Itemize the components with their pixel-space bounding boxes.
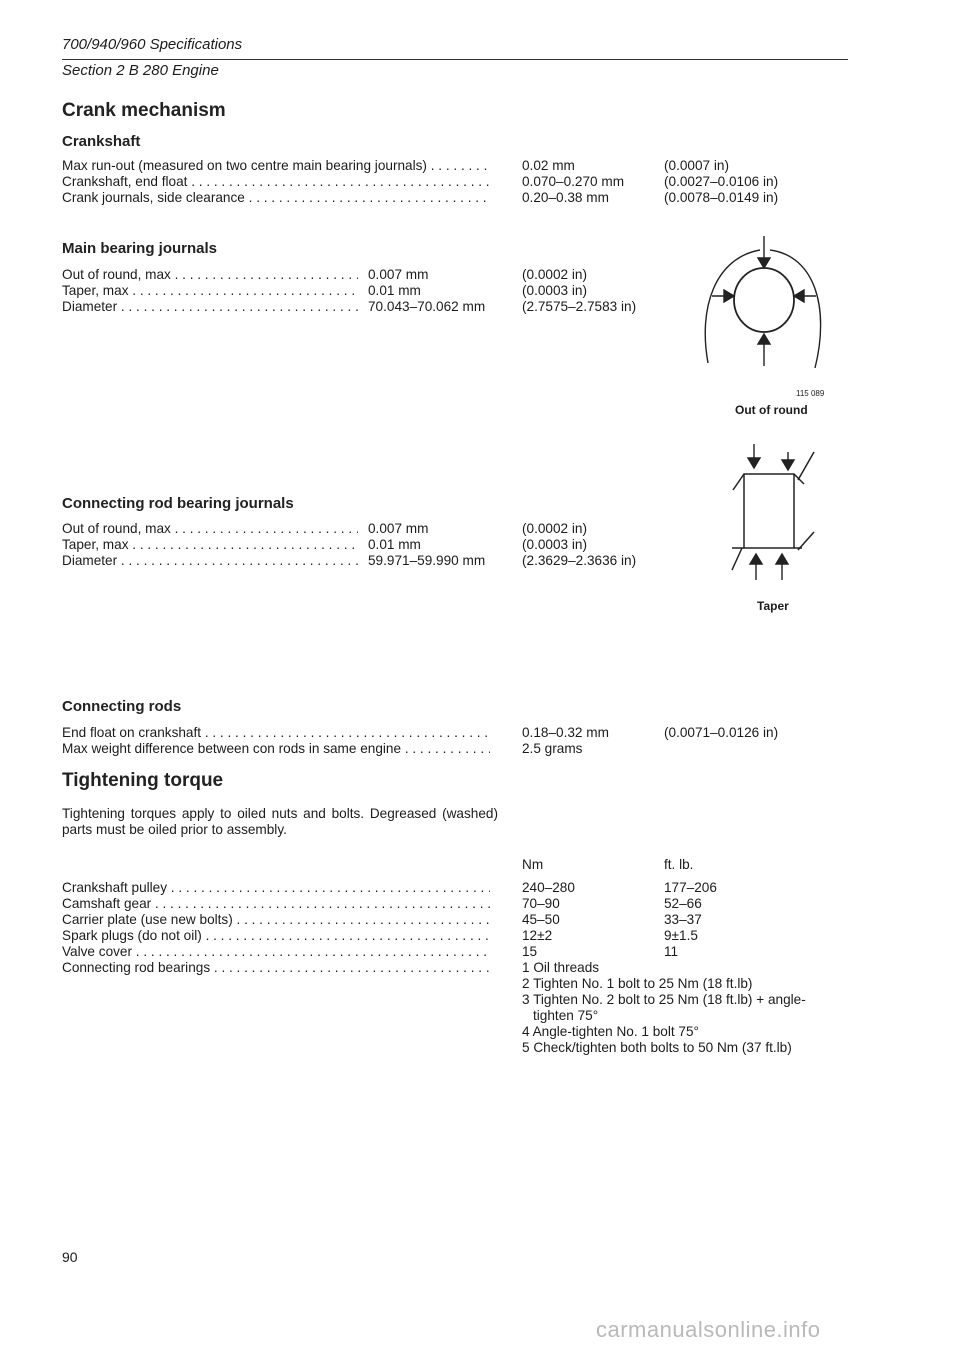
arrows-icon bbox=[712, 236, 816, 366]
out-of-round-figure bbox=[690, 228, 840, 383]
step-item: 3 Tighten No. 2 bolt to 25 Nm (18 ft.lb) + angle- bbox=[522, 992, 806, 1007]
table-row bbox=[62, 928, 490, 944]
crank-mechanism-heading: Crank mechanism bbox=[62, 100, 226, 121]
crankshaft-heading: Crankshaft bbox=[62, 133, 141, 150]
torque-nm: 70–90 bbox=[522, 896, 560, 911]
table-row bbox=[62, 299, 358, 315]
torque-intro: Tightening torques apply to oiled nuts and bolts. Degreased (washed) parts must be oiled prior to assembly. bbox=[62, 806, 498, 837]
spec-label: Out of round, max . . . bbox=[62, 521, 358, 537]
spec-label: Diameter . . . bbox=[62, 553, 358, 569]
watermark: carmanualsonline.info bbox=[596, 1317, 821, 1342]
table-row bbox=[62, 944, 490, 960]
table-row bbox=[62, 741, 490, 757]
step-item: 2 Tighten No. 1 bolt to 25 Nm (18 ft.lb) bbox=[522, 976, 753, 991]
spec-mm: 0.070–0.270 mm bbox=[522, 174, 625, 189]
section-title: Section 2 B 280 Engine bbox=[62, 62, 219, 79]
journal-ellipse bbox=[734, 268, 794, 332]
figure-caption-taper: Taper bbox=[757, 599, 789, 613]
torque-label: Spark plugs (do not oil) . . . bbox=[62, 928, 490, 944]
spec-mm: 0.01 mm bbox=[368, 537, 421, 552]
spec-inch: (0.0027–0.0106 in) bbox=[664, 174, 779, 189]
torque-label: Carrier plate (use new bolts) . . . bbox=[62, 912, 490, 928]
spec-label: End float on crankshaft . . . bbox=[62, 725, 490, 741]
torque-heading: Tightening torque bbox=[62, 770, 224, 791]
spec-label: Max run-out (measured on two centre main bearing journals) . . . bbox=[62, 158, 490, 174]
spec-label: Max weight difference between con rods in same engine . . . bbox=[62, 741, 490, 757]
spec-mm: 0.01 mm bbox=[368, 283, 421, 298]
torque-ftlb: 9±1.5 bbox=[664, 928, 698, 943]
table-row bbox=[62, 553, 358, 569]
step-item: 1 Oil threads bbox=[522, 960, 600, 975]
spec-inch: (0.0071–0.0126 in) bbox=[664, 725, 779, 740]
conrod-journals-heading: Connecting rod bearing journals bbox=[62, 495, 294, 512]
torque-label: Crankshaft pulley . . . bbox=[62, 880, 490, 896]
header-rule bbox=[62, 59, 848, 60]
spec-label: Crank journals, side clearance . . . bbox=[62, 190, 490, 206]
step-item: 5 Check/tighten both bolts to 50 Nm (37 ft.lb) bbox=[522, 1040, 792, 1055]
torque-nm: 12±2 bbox=[522, 928, 553, 943]
torque-nm: 240–280 bbox=[522, 880, 575, 895]
table-row bbox=[62, 537, 358, 553]
page-number: 90 bbox=[62, 1249, 78, 1265]
table-row bbox=[62, 896, 490, 912]
spec-mm: 70.043–70.062 mm bbox=[368, 299, 486, 314]
table-row bbox=[62, 521, 358, 537]
conrods-heading: Connecting rods bbox=[62, 698, 182, 715]
spec-inch: (0.0002 in) bbox=[522, 267, 587, 282]
step-item: 4 Angle-tighten No. 1 bolt 75° bbox=[522, 1024, 699, 1039]
arc-right bbox=[770, 250, 821, 368]
spec-mm: 59.971–59.990 mm bbox=[368, 553, 486, 568]
torque-ftlb: 11 bbox=[664, 944, 679, 959]
table-row bbox=[62, 267, 358, 283]
table-row bbox=[62, 880, 490, 896]
spec-inch: (0.0078–0.0149 in) bbox=[664, 190, 779, 205]
spec-mm: 0.007 mm bbox=[368, 267, 429, 282]
table-row bbox=[62, 725, 490, 741]
spec-inch: (2.3629–2.3636 in) bbox=[522, 553, 637, 568]
figure-caption-out-of-round: Out of round bbox=[735, 403, 808, 417]
spec-inch: (0.0003 in) bbox=[522, 537, 587, 552]
table-row bbox=[62, 912, 490, 928]
spec-inch: (0.0007 in) bbox=[664, 158, 729, 173]
table-row bbox=[62, 158, 490, 174]
spec-inch: (2.7575–2.7583 in) bbox=[522, 299, 637, 314]
torque-label: Camshaft gear . . . bbox=[62, 896, 490, 912]
arc-left bbox=[705, 250, 760, 363]
torque-nm: 15 bbox=[522, 944, 538, 959]
column-header-ftlb: ft. lb. bbox=[664, 857, 694, 872]
spec-inch: (0.0003 in) bbox=[522, 283, 587, 298]
torque-ftlb: 177–206 bbox=[664, 880, 717, 895]
torque-label: Connecting rod bearings . . . bbox=[62, 960, 490, 976]
spec-label: Out of round, max . . . bbox=[62, 267, 358, 283]
spec-label: Taper, max . . . bbox=[62, 283, 358, 299]
torque-nm: 45–50 bbox=[522, 912, 560, 927]
taper-arrows-icon bbox=[748, 444, 794, 580]
spec-mm: 0.007 mm bbox=[368, 521, 429, 536]
torque-label: Valve cover . . . bbox=[62, 944, 490, 960]
spec-label: Crankshaft, end float . . . bbox=[62, 174, 490, 190]
spec-mm: 0.20–0.38 mm bbox=[522, 190, 609, 205]
table-row bbox=[62, 174, 490, 190]
document-title: 700/940/960 Specifications bbox=[62, 36, 243, 53]
table-row bbox=[62, 960, 490, 976]
table-row bbox=[62, 283, 358, 299]
spec-mm: 0.02 mm bbox=[522, 158, 575, 173]
spec-mm: 2.5 grams bbox=[522, 741, 583, 756]
figure-code: 115 089 bbox=[796, 389, 825, 398]
torque-ftlb: 33–37 bbox=[664, 912, 702, 927]
main-bearing-heading: Main bearing journals bbox=[62, 240, 218, 257]
spec-label: Diameter . . . bbox=[62, 299, 358, 315]
step-item-continued: tighten 75° bbox=[533, 1008, 599, 1023]
spec-label: Taper, max . . . bbox=[62, 537, 358, 553]
taper-figure bbox=[718, 440, 828, 600]
spec-inch: (0.0002 in) bbox=[522, 521, 587, 536]
column-header-nm: Nm bbox=[522, 857, 544, 872]
table-row bbox=[62, 190, 490, 206]
torque-ftlb: 52–66 bbox=[664, 896, 702, 911]
spec-mm: 0.18–0.32 mm bbox=[522, 725, 609, 740]
